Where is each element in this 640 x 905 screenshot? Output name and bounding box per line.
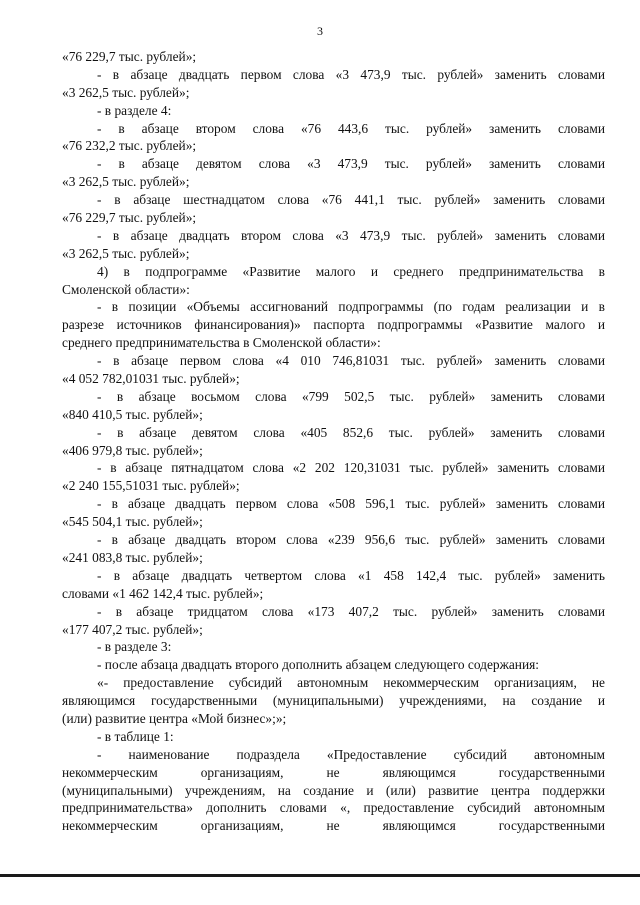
text-line: некоммерческим организациям, не являющимся государственными xyxy=(62,818,605,834)
text-line: «76 229,7 тыс. рублей»; xyxy=(62,49,197,64)
text-line: - в абзаце пятнадцатом слова «2 202 120,31031 тыс. рублей» заменить словами xyxy=(97,460,605,476)
text-line: «2 240 155,51031 тыс. рублей»; xyxy=(62,478,240,494)
text-line: - в абзаце втором слова «76 443,6 тыс. рублей» заменить словами xyxy=(97,120,605,136)
text-line: «3 262,5 тыс. рублей»; xyxy=(62,174,190,190)
text-line: «840 410,5 тыс. рублей»; xyxy=(62,406,203,422)
text-line: «177 407,2 тыс. рублей»; xyxy=(62,621,203,637)
bottom-rule xyxy=(0,874,640,877)
text-line: «3 262,5 тыс. рублей»; xyxy=(62,245,190,261)
text-line: разрезе источников финансирования)» паспорта подпрограммы «Развитие малого и xyxy=(62,317,605,333)
text-line: - в абзаце двадцать втором слова «3 473,9 тыс. рублей» заменить словами xyxy=(97,227,605,243)
text-line: «545 504,1 тыс. рублей»; xyxy=(62,514,203,530)
text-line: являющимся государственными (муниципальными) учреждениями, на создание и xyxy=(62,693,605,709)
text-line: - в абзаце девятом слова «3 473,9 тыс. рублей» заменить словами xyxy=(97,156,605,172)
text-line: (муниципальными) учреждениям, на создание и (или) развитие центра поддержки xyxy=(62,782,605,798)
text-line: «3 262,5 тыс. рублей»; xyxy=(62,84,190,100)
text-line: - в абзаце первом слова «4 010 746,81031 тыс. рублей» заменить словами xyxy=(97,353,605,369)
text-line: (или) развитие центра «Мой бизнес»;»; xyxy=(62,710,287,726)
text-line: «76 229,7 тыс. рублей»; xyxy=(62,210,197,226)
text-line: - в таблице 1: xyxy=(97,728,174,744)
text-line: - в абзаце тридцатом слова «173 407,2 тыс. рублей» заменить словами xyxy=(97,603,605,619)
text-line: - в абзаце двадцать втором слова «239 956,6 тыс. рублей» заменить словами xyxy=(97,532,605,548)
text-line: «406 979,8 тыс. рублей»; xyxy=(62,442,203,458)
text-line: - в абзаце девятом слова «405 852,6 тыс. рублей» заменить словами xyxy=(97,424,605,440)
text-line: «- предоставление субсидий автономным некоммерческим организациям, не xyxy=(97,675,605,691)
text-line: - наименование подраздела «Предоставление субсидий автономным xyxy=(97,746,605,762)
text-line: среднего предпринимательства в Смоленской области»: xyxy=(62,335,381,351)
text-line: - после абзаца двадцать второго дополнить абзацем следующего содержания: xyxy=(97,657,540,673)
text-line: предпринимательства» дополнить словами «, предоставление субсидий автономным xyxy=(62,800,605,816)
text-line: Смоленской области»: xyxy=(62,281,190,297)
text-line: некоммерческим организациям, не являющимся государственными xyxy=(62,764,605,780)
text-line: 4) в подпрограмме «Развитие малого и среднего предпринимательства в xyxy=(97,263,605,279)
page-number: 3 xyxy=(317,24,323,38)
text-line: - в позиции «Объемы ассигнований подпрограммы (по годам реализации и в xyxy=(97,299,605,315)
text-line: - в разделе 4: xyxy=(97,102,172,118)
text-line: - в абзаце шестнадцатом слова «76 441,1 тыс. рублей» заменить словами xyxy=(97,192,605,208)
text-line: словами «1 462 142,4 тыс. рублей»; xyxy=(62,585,264,601)
text-line: - в абзаце двадцать четвертом слова «1 458 142,4 тыс. рублей» заменить xyxy=(97,567,605,583)
document-body xyxy=(62,48,605,835)
text-line: - в абзаце двадцать первом слова «508 596,1 тыс. рублей» заменить словами xyxy=(97,496,605,512)
text-line: - в абзаце двадцать первом слова «3 473,9 тыс. рублей» заменить словами xyxy=(97,66,605,82)
text-line: - в разделе 3: xyxy=(97,639,172,655)
text-line: «76 232,2 тыс. рублей»; xyxy=(62,138,197,154)
text-line: «4 052 782,01031 тыс. рублей»; xyxy=(62,371,240,387)
text-line: - в абзаце восьмом слова «799 502,5 тыс. рублей» заменить словами xyxy=(97,388,605,404)
text-line: «241 083,8 тыс. рублей»; xyxy=(62,549,203,565)
